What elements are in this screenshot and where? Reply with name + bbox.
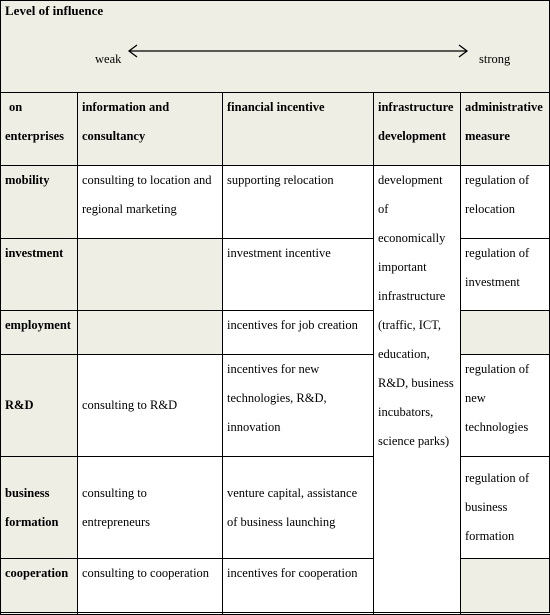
table-row (1, 559, 550, 615)
cell-business-info: consulting to entrepreneurs (78, 457, 223, 559)
cell-business-administrative: regulation of business formation (461, 457, 550, 559)
col-header-infrastructure: infrastructure development (374, 93, 461, 166)
scale-strong-label: strong (479, 52, 510, 67)
cell-cooperation-financial: incentives for cooperation (223, 559, 374, 615)
corner-header (1, 93, 78, 166)
row-label-business-formation (1, 457, 78, 559)
cell-employment-financial: incentives for job creation (223, 311, 374, 355)
col-header-financial: financial incentive (223, 93, 374, 166)
cell-infrastructure: development of economically important infrastructure (traffic, ICT, education, R&D, business incubators, science parks) (374, 166, 461, 615)
cell-mobility-financial: supporting relocation (223, 166, 374, 239)
cell-rd-info: consulting to R&D (78, 355, 223, 457)
scale-weak-label: weak (95, 52, 121, 67)
cell-employment-info (78, 311, 223, 355)
table-row (1, 166, 550, 239)
cell-rd-administrative: regulation of new technologies (461, 355, 550, 457)
cell-rd-financial: incentives for new technologies, R&D, innovation (223, 355, 374, 457)
cell-investment-administrative: regulation of investment (461, 239, 550, 311)
col-header-administrative: administrative measure (461, 93, 550, 166)
table-row (1, 355, 550, 457)
col-header-information: information and consultancy (78, 93, 223, 166)
row-label-employment: employment (1, 311, 78, 355)
row-label-formation: formation (5, 508, 73, 537)
figure-title: Level of influence (5, 3, 103, 19)
table-row (1, 457, 550, 559)
influence-matrix (0, 92, 550, 615)
row-label-cooperation: cooperation (1, 559, 78, 615)
cell-investment-financial: investment incentive (223, 239, 374, 311)
cell-investment-info (78, 239, 223, 311)
row-label-mobility: mobility (1, 166, 78, 239)
cell-cooperation-administrative (461, 559, 550, 615)
cell-mobility-info: consulting to location and regional marketing (78, 166, 223, 239)
corner-line-enterprises: enterprises (5, 122, 73, 151)
corner-line-on: on (5, 93, 73, 122)
cell-employment-administrative (461, 311, 550, 355)
cell-business-financial: venture capital, assistance of business launching (223, 457, 374, 559)
table-row (1, 311, 550, 355)
row-label-investment: investment (1, 239, 78, 311)
cell-mobility-administrative: regulation of relocation (461, 166, 550, 239)
cell-cooperation-info: consulting to cooperation (78, 559, 223, 615)
column-header-row (1, 93, 550, 166)
row-label-business: business (5, 479, 73, 508)
double-arrow-icon (126, 43, 470, 59)
table-row (1, 239, 550, 311)
row-label-rd: R&D (1, 355, 78, 457)
